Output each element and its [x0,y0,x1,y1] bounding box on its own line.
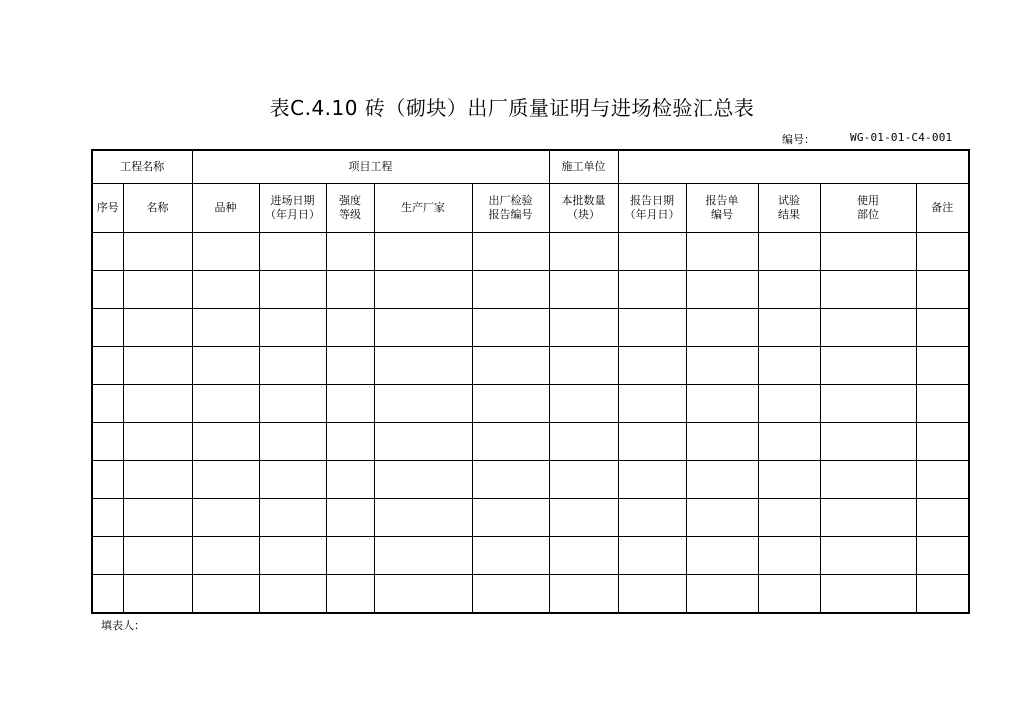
table-cell[interactable] [92,385,123,423]
table-cell[interactable] [259,271,326,309]
header-strength-grade [326,184,374,233]
table-cell[interactable] [549,423,618,461]
form-code-label: 编号： [782,133,815,146]
table-cell[interactable] [326,537,374,575]
table-cell[interactable] [92,423,123,461]
header-line: 备注 [931,201,954,214]
table-cell[interactable] [123,461,192,499]
table-cell[interactable] [758,271,820,309]
table-cell[interactable] [374,461,472,499]
table-cell[interactable] [618,499,686,537]
table-cell[interactable] [472,233,549,271]
header-test-result [758,184,820,233]
header-line: 部位 [857,208,879,221]
header-line: 试验 [778,194,800,207]
table-row [92,575,969,614]
table-cell[interactable] [472,575,549,614]
table-cell[interactable] [686,575,758,614]
table-cell[interactable] [259,309,326,347]
table-cell[interactable] [123,309,192,347]
table-cell[interactable] [916,537,969,575]
table-cell[interactable] [758,537,820,575]
table-cell[interactable] [549,347,618,385]
project-name-value[interactable]: 项目工程 [192,150,549,184]
column-header-row [92,184,969,233]
table-cell[interactable] [92,461,123,499]
header-line: 编号 [711,208,733,221]
table-cell[interactable] [686,271,758,309]
table-cell[interactable] [326,461,374,499]
header-line: （年月日） [624,208,680,221]
header-line: 等级 [339,208,361,221]
table-cell[interactable] [916,271,969,309]
table-cell[interactable] [758,423,820,461]
table-row [92,423,969,461]
table-cell[interactable] [618,461,686,499]
table-cell[interactable] [259,347,326,385]
header-name [123,184,192,233]
table-cell[interactable] [472,461,549,499]
table-row [92,233,969,271]
table-cell[interactable] [820,385,916,423]
form-code-value: WG-01-01-C4-001 [850,131,953,144]
table-cell[interactable] [686,385,758,423]
table-cell[interactable] [259,233,326,271]
table-cell[interactable] [916,575,969,614]
table-cell[interactable] [326,499,374,537]
table-cell[interactable] [916,309,969,347]
table-cell[interactable] [259,499,326,537]
table-cell[interactable] [374,499,472,537]
table-cell[interactable] [326,271,374,309]
header-manufacturer [374,184,472,233]
table-cell[interactable] [549,537,618,575]
filler-label: 填表人： [101,619,145,632]
summary-table [91,149,970,614]
table-row [92,271,969,309]
table-cell[interactable] [92,233,123,271]
table-cell[interactable] [549,271,618,309]
table-cell[interactable] [916,461,969,499]
table-cell[interactable] [549,233,618,271]
table-cell[interactable] [374,385,472,423]
table-cell[interactable] [92,575,123,614]
table-cell[interactable] [374,423,472,461]
table-cell[interactable] [686,461,758,499]
header-line: 名称 [146,201,169,214]
header-report-date [618,184,686,233]
header-line: 强度 [339,194,361,207]
form-title: 表C.4.10 砖（砌块）出厂质量证明与进场检验汇总表 [269,96,755,120]
table-cell[interactable] [326,233,374,271]
table-cell[interactable] [374,233,472,271]
table-cell[interactable] [192,309,259,347]
table-cell[interactable] [374,271,472,309]
table-cell[interactable] [916,499,969,537]
table-cell[interactable] [92,537,123,575]
header-line: （块） [567,208,600,221]
table-cell[interactable] [758,309,820,347]
table-cell[interactable] [326,423,374,461]
header-line: 品种 [214,201,237,214]
table-cell[interactable] [123,385,192,423]
table-cell[interactable] [618,309,686,347]
header-batch-quantity [549,184,618,233]
table-cell[interactable] [916,385,969,423]
table-cell[interactable] [192,499,259,537]
construction-unit-value[interactable] [618,150,969,184]
header-line: 进场日期 [270,194,315,207]
table-cell[interactable] [374,575,472,614]
table-row [92,385,969,423]
table-cell[interactable] [820,271,916,309]
table-cell[interactable] [123,233,192,271]
table-cell[interactable] [686,423,758,461]
table-cell[interactable] [686,499,758,537]
table-cell[interactable] [618,575,686,614]
table-cell[interactable] [916,423,969,461]
table-cell[interactable] [686,347,758,385]
table-cell[interactable] [549,309,618,347]
table-cell[interactable] [123,271,192,309]
table-cell[interactable] [618,537,686,575]
table-cell[interactable] [192,537,259,575]
header-line: 结果 [778,208,800,221]
table-cell[interactable] [259,385,326,423]
table-cell[interactable] [374,309,472,347]
table-cell[interactable] [259,537,326,575]
table-cell[interactable] [472,423,549,461]
table-cell[interactable] [259,461,326,499]
table-cell[interactable] [820,233,916,271]
header-remarks [916,184,969,233]
table-cell[interactable] [259,575,326,614]
table-cell[interactable] [192,385,259,423]
table-cell[interactable] [92,309,123,347]
header-line: 出厂检验 [488,194,533,207]
table-cell[interactable] [472,385,549,423]
table-cell[interactable] [820,347,916,385]
table-cell[interactable] [820,537,916,575]
table-cell[interactable] [123,347,192,385]
table-cell[interactable] [192,271,259,309]
header-line: 报告编号 [488,208,533,221]
table-cell[interactable] [618,233,686,271]
table-cell[interactable] [820,575,916,614]
table-cell[interactable] [123,537,192,575]
table-cell[interactable] [472,499,549,537]
header-factory-report-no [472,184,549,233]
table-cell[interactable] [686,233,758,271]
table-cell[interactable] [549,385,618,423]
table-cell[interactable] [92,347,123,385]
table-cell[interactable] [123,575,192,614]
table-cell[interactable] [92,499,123,537]
header-line: 本批数量 [561,194,606,207]
table-cell[interactable] [618,423,686,461]
table-row [92,461,969,499]
table-cell[interactable] [549,499,618,537]
table-cell[interactable] [472,309,549,347]
table-cell[interactable] [326,347,374,385]
table-cell[interactable] [374,347,472,385]
table-cell[interactable] [758,461,820,499]
table-cell[interactable] [549,575,618,614]
header-line: 序号 [96,201,119,214]
header-line: 生产厂家 [401,201,445,214]
table-cell[interactable] [549,461,618,499]
table-cell[interactable] [472,537,549,575]
table-cell[interactable] [758,233,820,271]
table-cell[interactable] [758,347,820,385]
header-arrival-date [259,184,326,233]
table-cell[interactable] [192,347,259,385]
header-variety [192,184,259,233]
table-cell[interactable] [123,499,192,537]
table-row [92,309,969,347]
table-cell[interactable] [326,309,374,347]
table-cell[interactable] [686,537,758,575]
header-usage-location [820,184,916,233]
table-cell[interactable] [618,385,686,423]
table-row [92,499,969,537]
table-cell[interactable] [326,575,374,614]
table-cell[interactable] [259,423,326,461]
header-line: 报告日期 [630,194,674,207]
table-cell[interactable] [758,499,820,537]
table-cell[interactable] [916,233,969,271]
table-cell[interactable] [192,461,259,499]
table-cell[interactable] [472,271,549,309]
header-line: 使用 [857,194,879,207]
table-cell[interactable] [192,575,259,614]
header-line: （年月日） [265,208,320,221]
table-cell[interactable] [472,347,549,385]
table-cell[interactable] [916,347,969,385]
construction-unit-label: 施工单位 [549,150,618,184]
table-cell[interactable] [820,309,916,347]
table-cell[interactable] [192,423,259,461]
table-cell[interactable] [123,423,192,461]
table-cell[interactable] [618,347,686,385]
table-cell[interactable] [192,233,259,271]
table-cell[interactable] [686,309,758,347]
table-cell[interactable] [758,575,820,614]
table-cell[interactable] [820,423,916,461]
table-cell[interactable] [820,461,916,499]
table-cell[interactable] [92,271,123,309]
table-cell[interactable] [758,385,820,423]
header-line: 报告单 [705,194,739,207]
table-row [92,347,969,385]
table-row [92,537,969,575]
table-cell[interactable] [820,499,916,537]
project-name-label: 工程名称 [92,150,192,184]
header-report-no [686,184,758,233]
project-info-row [92,150,969,184]
header-index [92,184,123,233]
table-cell[interactable] [326,385,374,423]
table-cell[interactable] [374,537,472,575]
table-cell[interactable] [618,271,686,309]
